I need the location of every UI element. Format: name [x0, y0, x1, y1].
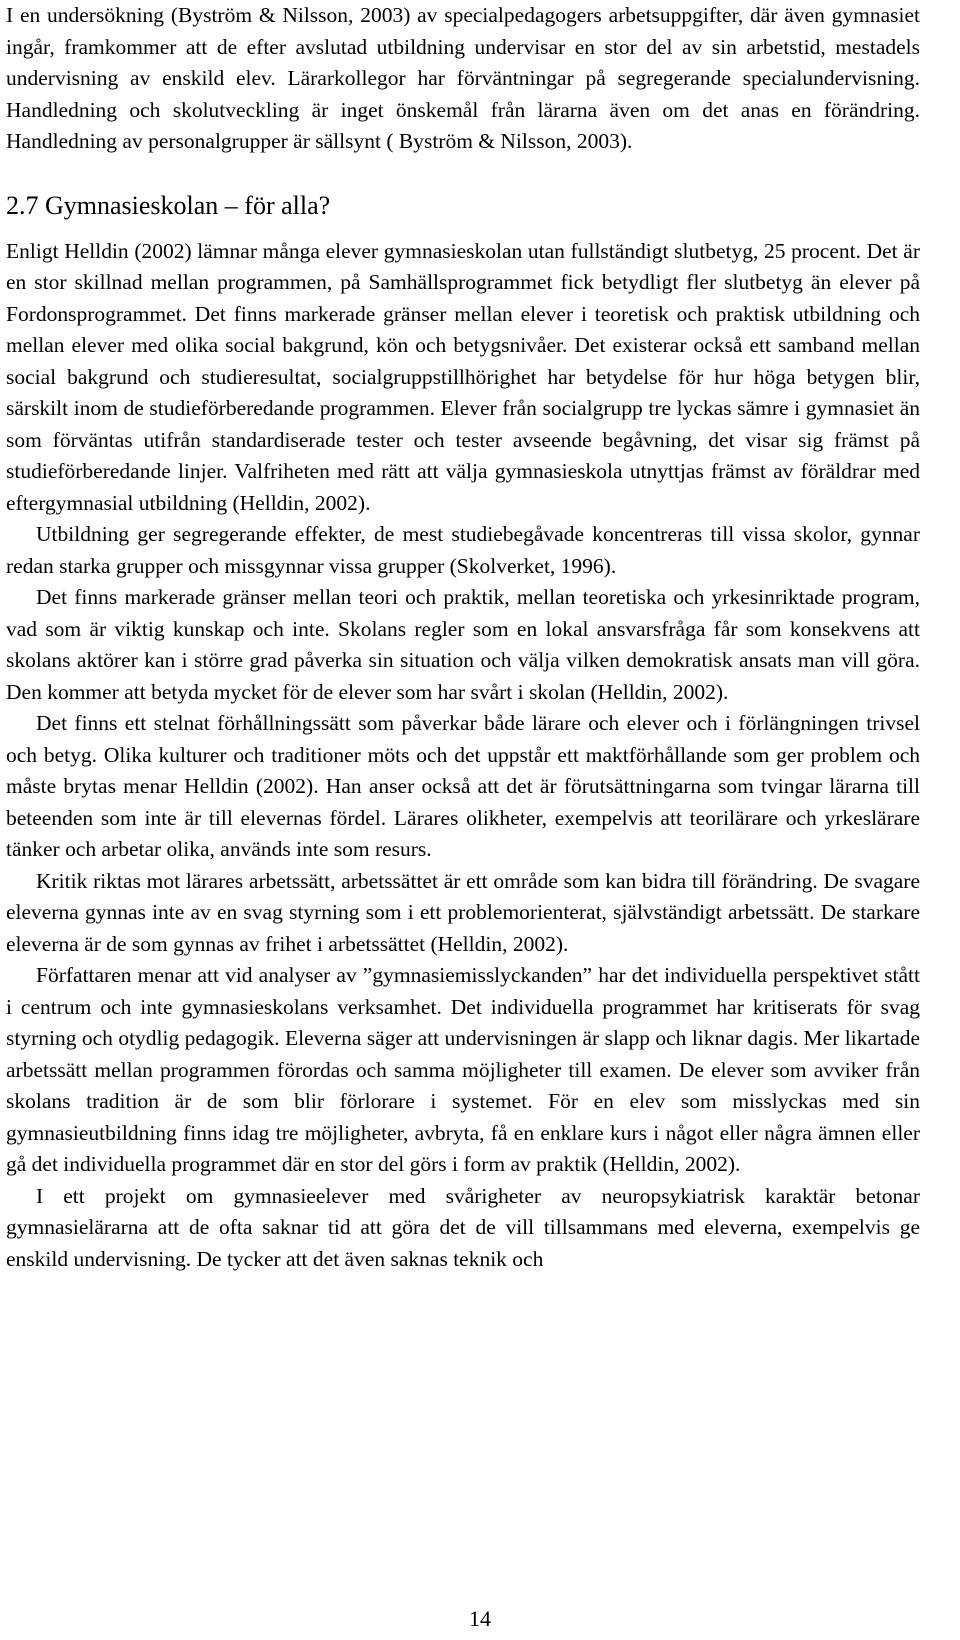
- section-heading: 2.7 Gymnasieskolan – för alla?: [6, 190, 331, 220]
- body-paragraph: Det finns ett stelnat förhållningssätt som påverkar både lärare och elever och i förlängningen trivsel och betyg. Olika kulturer och traditioner möts och det uppstår ett maktförhållande som ger problem och måste brytas menar Helldin (2002). Han anser också att det är förutsättningarna som tvingar lärarna till beteenden som inte är till elevernas fördel. Lärares olikheter, exempelvis att teorilärare och yrkeslärare tänker och arbetar olika, används inte som resurs.: [6, 711, 920, 861]
- page-number: 14: [469, 1606, 491, 1631]
- body-paragraph: I ett projekt om gymnasieelever med svårigheter av neuropsykiatrisk karaktär betonar gymnasielärarna att de ofta saknar tid att göra det de vill tillsammans med eleverna, exempelvis ge enskild undervisning. De tycker att det även saknas teknik och: [6, 1183, 920, 1271]
- body-paragraph: Utbildning ger segregerande effekter, de mest studiebegåvade koncentreras till vissa skolor, gynnar redan starka grupper och missgynnar vissa grupper (Skolverket, 1996).: [6, 522, 920, 578]
- body-paragraph: Kritik riktas mot lärares arbetssätt, arbetssättet är ett område som kan bidra till förändring. De svagare eleverna gynnas inte av en svag styrning som i ett problemorienterat, självständigt arbetssätt. De starkare eleverna är de som gynnas av frihet i arbetssättet (Helldin, 2002).: [6, 868, 920, 956]
- body-paragraph: Enligt Helldin (2002) lämnar många elever gymnasieskolan utan fullständigt slutbetyg, 25 procent. Det är en stor skillnad mellan programmen, på Samhällsprogrammet fick betydligt fler slutbetyg än elever på Fordonsprogrammet. Det finns markerade gränser mellan elever i teoretisk och praktisk utbildning och mellan elever med olika social bakgrund, kön och betygsnivåer. Det existerar också ett samband mellan social bakgrund och studieresultat, socialgruppstillhörighet har betydelse för hur höga betygen blir, särskilt inom de studieförberedande programmen. Elever från socialgrupp tre lyckas sämre i gymnasiet än som förväntas utifrån standardiserade tester och tester avseende begåvning, det visar sig främst på studieförberedande linjer. Valfriheten med rätt att välja gymnasieskola utnyttjas främst av föräldrar med eftergymnasial utbildning (Helldin, 2002).: [6, 238, 920, 515]
- body-paragraph: Författaren menar att vid analyser av ”gymnasiemisslyckanden” har det individuella perspektivet stått i centrum och inte gymnasieskolans verksamhet. Det individuella programmet har kritiserats för svag styrning och otydlig pedagogik. Eleverna säger att undervisningen är slapp och liknar dagis. Mer likartade arbetssätt mellan programmen förordas och samma möjligheter till examen. De elever som avviker från skolans tradition är de som blir förlorare i systemet. För en elev som misslyckas med sin gymnasieutbildning finns idag tre möjligheter, avbryta, få en enklare kurs i något eller några ämnen eller gå det individuella programmet där en stor del görs i form av praktik (Helldin, 2002).: [6, 963, 920, 1176]
- body-paragraph: I en undersökning (Byström & Nilsson, 2003) av specialpedagogers arbetsuppgifter, där även gymnasiet ingår, framkommer att de efter avslutad utbildning undervisar en stor del av sin arbetstid, mestadels undervisning av enskild elev. Lärarkollegor har förväntningar på segregerande specialundervisning. Handledning och skolutveckling är inget önskemål från lärarna även om det anas en förändring. Handledning av personalgrupper är sällsynt ( Byström & Nilsson, 2003).: [6, 3, 920, 153]
- body-paragraph: Det finns markerade gränser mellan teori och praktik, mellan teoretiska och yrkesinriktade program, vad som är viktig kunskap och inte. Skolans regler som en lokal ansvarsfråga får som konsekvens att skolans aktörer kan i större grad påverka sin situation och välja vilken demokratisk ansats man vill göra. Den kommer att betyda mycket för de elever som har svårt i skolan (Helldin, 2002).: [6, 585, 920, 704]
- document-page: [6, 0, 920, 1275]
